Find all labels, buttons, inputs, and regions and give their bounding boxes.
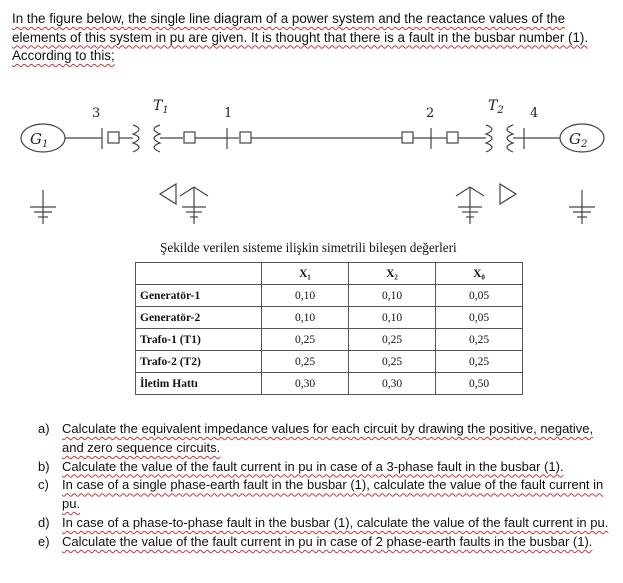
header-x0: X₀	[436, 263, 523, 285]
bus-1-label: 1	[224, 106, 233, 121]
table-header-row	[136, 263, 523, 285]
ground-gen2-icon	[569, 190, 595, 224]
ground-t1-icon	[180, 187, 208, 224]
breaker-2	[184, 132, 195, 143]
question-item	[38, 533, 618, 552]
transformer-t2-primary	[486, 125, 492, 152]
row-name: Generatör-1	[136, 285, 262, 307]
delta-t1-icon	[160, 184, 176, 204]
question-label: a)	[38, 421, 50, 436]
t1-label: $T_1$	[153, 98, 169, 116]
cell-x0: 0,50	[436, 373, 523, 395]
header-x1: X₁	[262, 263, 349, 285]
question-text: In case of a single phase-earth fault in the busbar (1), calculate the value of the fault current in pu.	[62, 477, 604, 512]
question-text: Calculate the value of the fault current in pu in case of a 3-phase fault in the busbar (1).	[62, 458, 564, 474]
cell-x0: 0,05	[436, 285, 523, 307]
intro-text: In the figure below, the single line diagram of a power system and the reactance values of the elements of this system in pu are given. It is thought that there is a fault in the busbar number (1). According to this;	[12, 11, 589, 63]
cell-x0: 0,05	[436, 307, 523, 329]
cell-x2: 0,10	[349, 307, 436, 329]
question-text: Calculate the equivalent impedance values for each circuit by drawing the positive, negative, and zero sequence circuits.	[62, 421, 594, 455]
cell-x0: 0,25	[436, 329, 523, 351]
question-label: c)	[38, 477, 49, 493]
cell-x2: 0,25	[349, 351, 436, 373]
table-row	[136, 285, 523, 307]
ground-gen1-icon	[30, 190, 56, 224]
question-list	[38, 420, 618, 552]
single-line-diagram	[0, 92, 623, 232]
header-x2: X₂	[349, 263, 436, 285]
t2-label: $T_2$	[488, 98, 504, 116]
breaker-3	[240, 132, 251, 143]
table-row	[136, 373, 523, 395]
gen2-label: $G_2$	[569, 130, 588, 150]
gen1-label: $G_1$	[30, 130, 49, 150]
breaker-1	[108, 132, 119, 143]
intro-paragraph	[12, 10, 618, 66]
row-name: İletim Hattı	[136, 373, 262, 395]
transformer-t1-secondary	[154, 125, 160, 152]
reactance-table	[135, 262, 523, 395]
row-name: Generatör-2	[136, 307, 262, 329]
question-label: d)	[38, 514, 50, 530]
transformer-t1-primary	[133, 125, 139, 152]
question-text: Calculate the value of the fault current in pu in case of 2 phase-earth faults in the busbar (1).	[62, 533, 593, 549]
cell-x2: 0,10	[349, 285, 436, 307]
header-blank	[136, 263, 262, 285]
question-text: In case of a phase-to-phase fault in the busbar (1), calculate the value of the fault current in pu.	[62, 514, 609, 530]
row-name: Trafo-1 (T1)	[136, 329, 262, 351]
question-item	[38, 476, 618, 514]
table-row	[136, 351, 523, 373]
transformer-t2-secondary	[507, 125, 513, 152]
question-item	[38, 420, 618, 458]
cell-x2: 0,30	[349, 373, 436, 395]
cell-x2: 0,25	[349, 329, 436, 351]
delta-t2-icon	[500, 184, 516, 204]
cell-x1: 0,25	[262, 329, 349, 351]
bus-3-label: 3	[92, 106, 101, 121]
row-name: Trafo-2 (T2)	[136, 351, 262, 373]
table-row	[136, 329, 523, 351]
bus-2-label: 2	[426, 106, 435, 121]
question-item	[38, 458, 618, 477]
cell-x0: 0,25	[436, 351, 523, 373]
cell-x1: 0,30	[262, 373, 349, 395]
table-caption: Şekilde verilen sisteme ilişkin simetrili bileşen değerleri	[160, 240, 457, 255]
breaker-4	[402, 132, 413, 143]
bus-4-label: 4	[530, 106, 539, 121]
cell-x1: 0,10	[262, 307, 349, 329]
question-label: b)	[38, 458, 50, 474]
breaker-5	[447, 132, 458, 143]
question-label: e)	[38, 533, 50, 549]
cell-x1: 0,25	[262, 351, 349, 373]
question-item	[38, 514, 618, 533]
ground-t2-icon	[456, 187, 484, 224]
cell-x1: 0,10	[262, 285, 349, 307]
table-row	[136, 307, 523, 329]
